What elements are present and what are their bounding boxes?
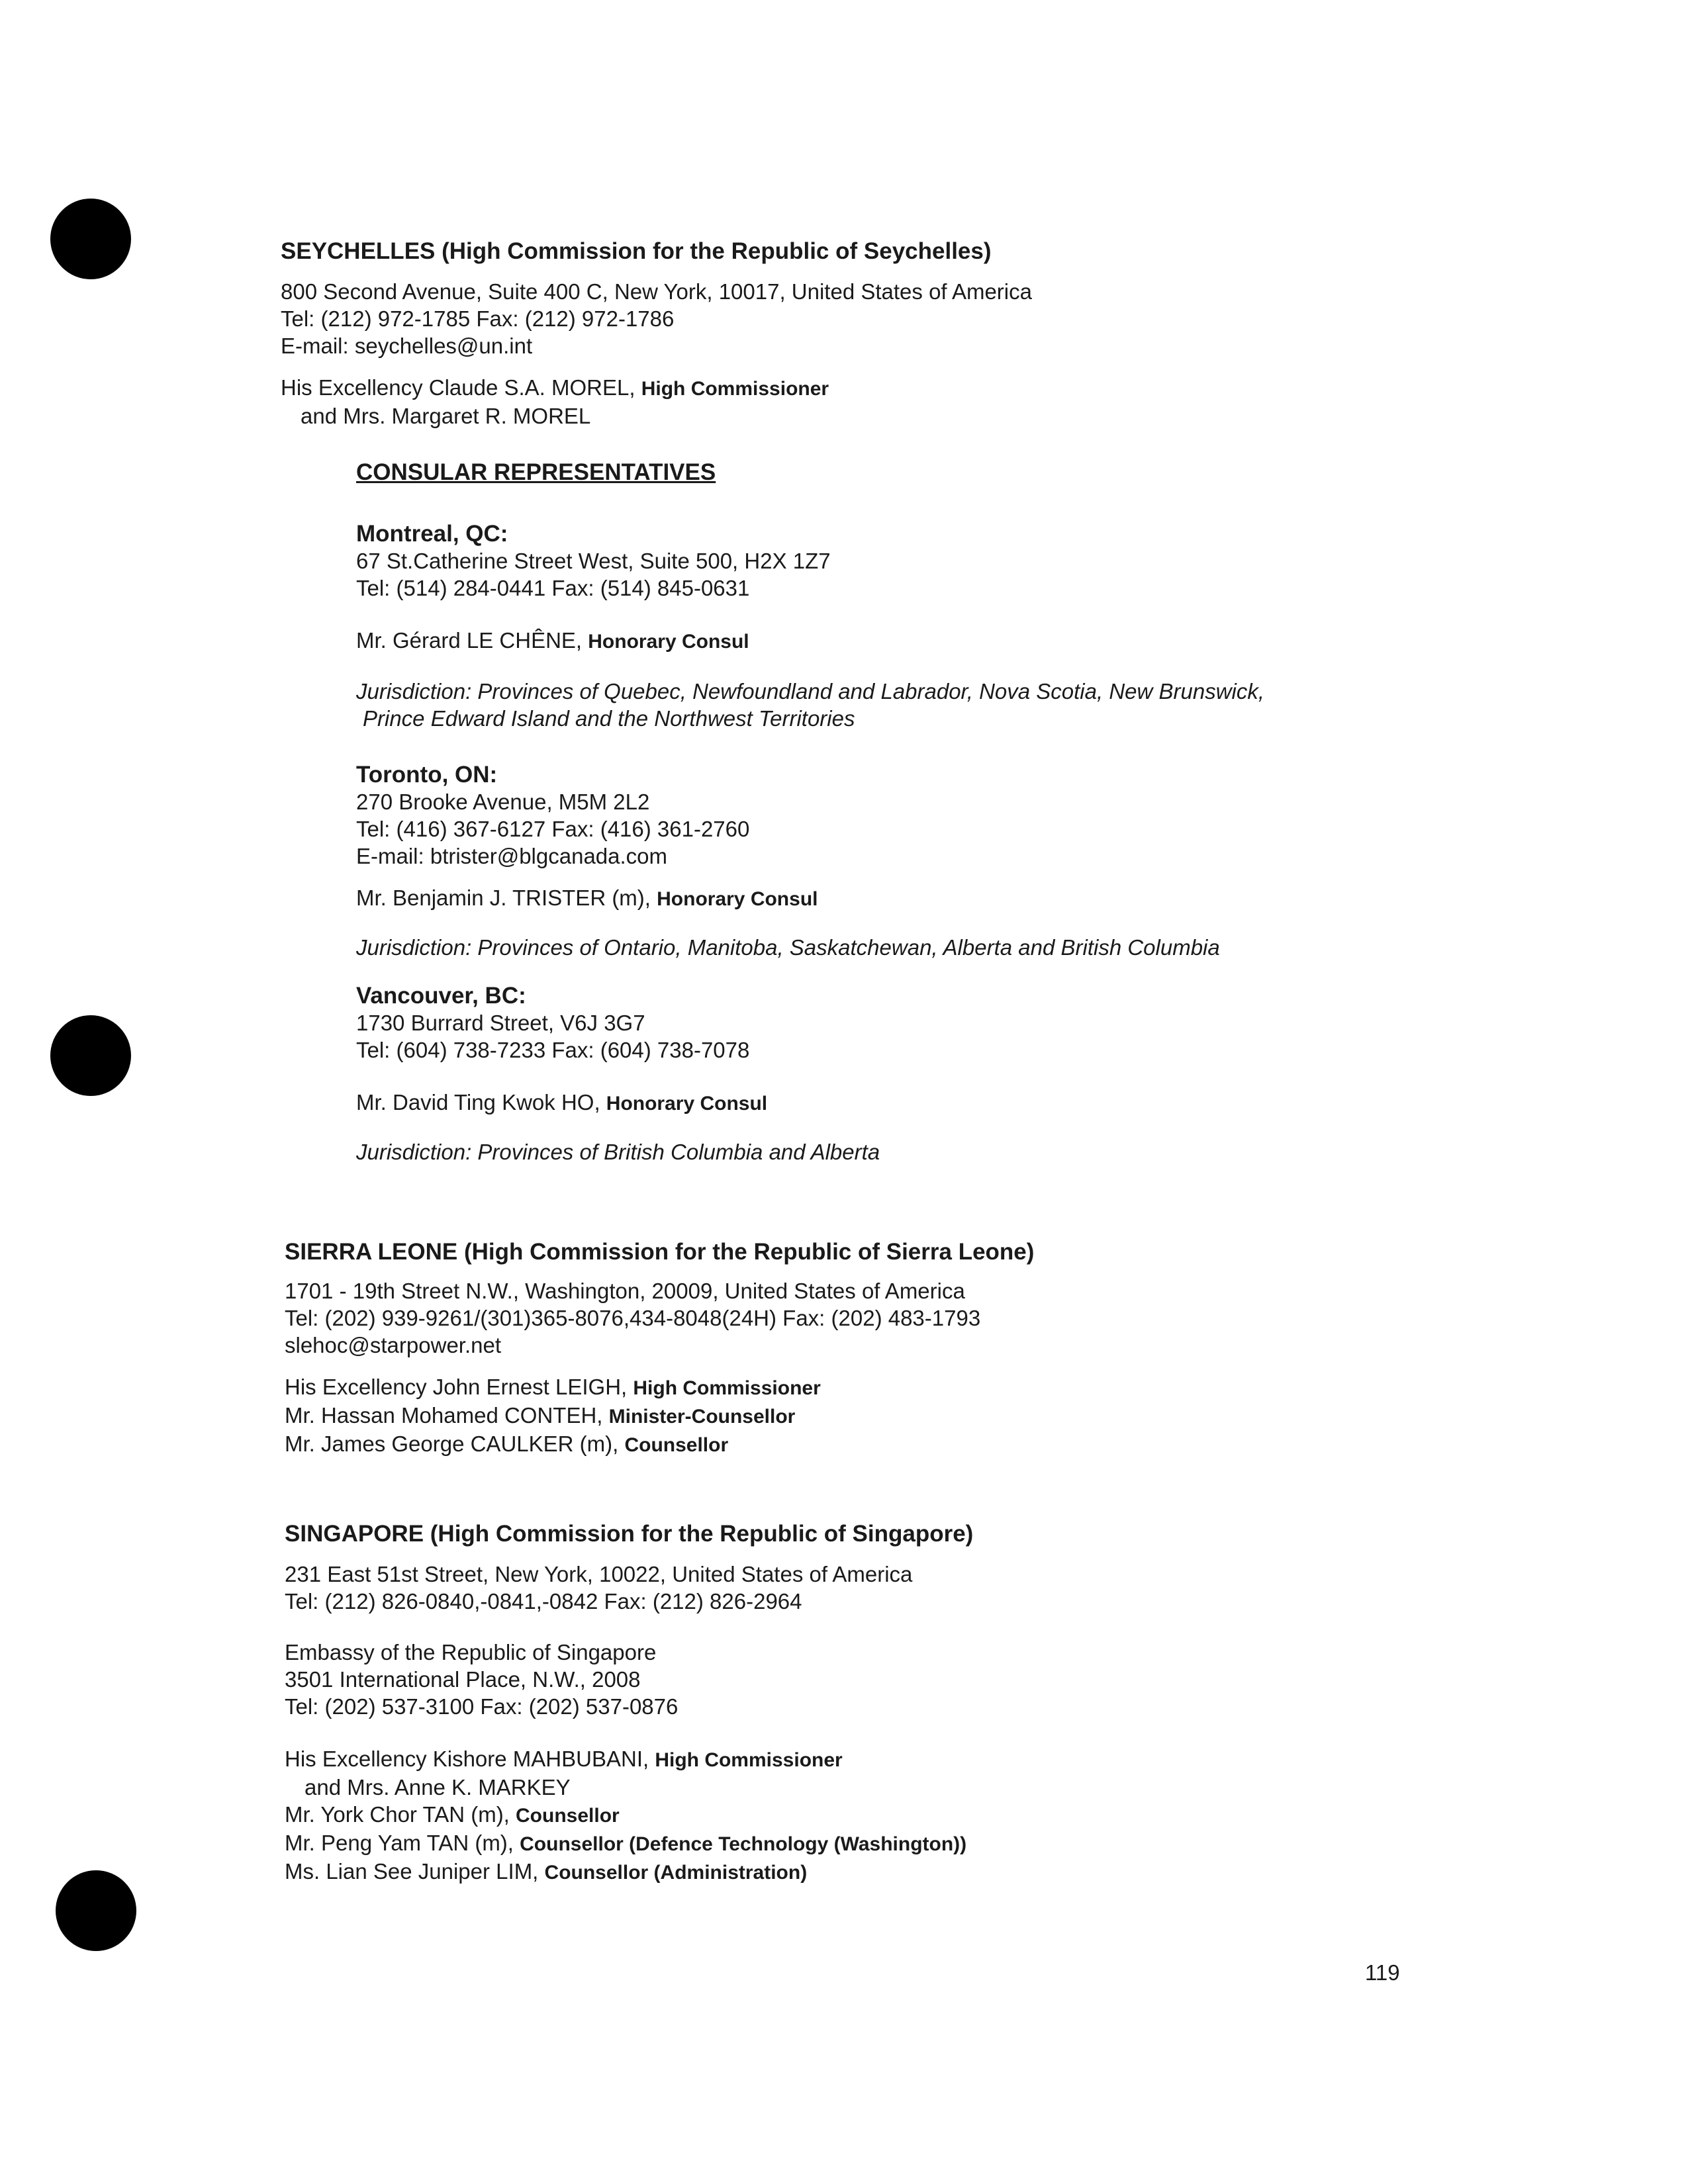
montreal-address: 67 St.Catherine Street West, Suite 500, H2X 1Z7 (356, 549, 831, 573)
vancouver-jurisdiction: Jurisdiction: Provinces of British Columbia and Alberta (356, 1140, 880, 1164)
staff-title: Counsellor (624, 1434, 729, 1456)
singapore-staff-row (285, 1801, 973, 1829)
toronto-email: E-mail: btrister@blgcanada.com (356, 844, 668, 868)
staff-name: Mr. York Chor TAN (m), (285, 1802, 516, 1827)
toronto-consul-title: Honorary Consul (657, 888, 818, 910)
singapore-head-title: High Commissioner (655, 1749, 843, 1771)
singapore-spouse: and Mrs. Anne K. MARKEY (305, 1775, 571, 1799)
seychelles-email: E-mail: seychelles@un.int (281, 334, 533, 358)
punch-hole-top (50, 199, 131, 279)
vancouver-address: 1730 Burrard Street, V6J 3G7 (356, 1011, 645, 1035)
montreal-jurisdiction-2: Prince Edward Island and the Northwest Territories (363, 706, 855, 731)
montreal-city: Montreal, QC: (356, 521, 508, 547)
staff-name: Mr. Peng Yam TAN (m), (285, 1831, 520, 1855)
sierra-leone-email: slehoc@starpower.net (285, 1333, 502, 1357)
vancouver-consul (356, 1089, 1264, 1117)
seychelles-address: 800 Second Avenue, Suite 400 C, New York, 10017, United States of America (281, 279, 1032, 304)
staff-name: Mr. James George CAULKER (m), (285, 1432, 625, 1456)
montreal-consul-title: Honorary Consul (588, 631, 749, 653)
staff-name: Ms. Lian See Juniper LIM, (285, 1859, 545, 1884)
sierra-leone-staff-row (285, 1373, 1034, 1402)
toronto-consul (356, 884, 1264, 913)
seychelles-spouse: and Mrs. Margaret R. MOREL (301, 404, 591, 428)
staff-title: High Commissioner (633, 1377, 821, 1399)
seychelles-head-title: High Commissioner (641, 378, 829, 400)
singapore-section (285, 1520, 973, 1886)
singapore-head (285, 1745, 973, 1774)
sierra-leone-address: 1701 - 19th Street N.W., Washington, 20009, United States of America (285, 1279, 965, 1303)
singapore-heading: SINGAPORE (High Commission for the Republic of Singapore) (285, 1521, 974, 1547)
consular-representatives (356, 459, 1264, 1165)
vancouver-consul-name: Mr. David Ting Kwok HO, (356, 1090, 606, 1115)
punch-hole-bottom (56, 1870, 136, 1951)
staff-name: His Excellency John Ernest LEIGH, (285, 1375, 633, 1399)
page-number: 119 (1365, 1960, 1400, 1985)
vancouver-city: Vancouver, BC: (356, 983, 526, 1009)
toronto-city: Toronto, ON: (356, 762, 498, 788)
seychelles-head (281, 374, 1032, 402)
staff-title: Counsellor (Defence Technology (Washington)) (520, 1833, 967, 1855)
toronto-consul-name: Mr. Benjamin J. TRISTER (m), (356, 886, 657, 910)
consular-heading: CONSULAR REPRESENTATIVES (356, 459, 716, 485)
singapore-embassy-tel: Tel: (202) 537-3100 Fax: (202) 537-0876 (285, 1694, 679, 1719)
seychelles-section (281, 237, 1032, 430)
seychelles-tel: Tel: (212) 972-1785 Fax: (212) 972-1786 (281, 306, 675, 331)
vancouver-tel: Tel: (604) 738-7233 Fax: (604) 738-7078 (356, 1038, 750, 1062)
singapore-tel: Tel: (212) 826-0840,-0841,-0842 Fax: (212) 826-2964 (285, 1589, 802, 1614)
singapore-embassy-name: Embassy of the Republic of Singapore (285, 1640, 657, 1664)
sierra-leone-tel: Tel: (202) 939-9261/(301)365-8076,434-8048(24H) Fax: (202) 483-1793 (285, 1306, 981, 1330)
staff-title: Counsellor (Administration) (544, 1862, 808, 1884)
montreal-consul (356, 627, 1264, 655)
sierra-leone-section (285, 1238, 1034, 1459)
sierra-leone-staff-row (285, 1430, 1034, 1459)
sierra-leone-heading: SIERRA LEONE (High Commission for the Republic of Sierra Leone) (285, 1239, 1035, 1265)
toronto-jurisdiction: Jurisdiction: Provinces of Ontario, Manitoba, Saskatchewan, Alberta and British Columbia (356, 935, 1220, 960)
sierra-leone-staff-row (285, 1402, 1034, 1430)
toronto-tel: Tel: (416) 367-6127 Fax: (416) 361-2760 (356, 817, 750, 841)
singapore-address: 231 East 51st Street, New York, 10022, United States of America (285, 1562, 913, 1586)
seychelles-head-name: His Excellency Claude S.A. MOREL, (281, 375, 641, 400)
staff-name: Mr. Hassan Mohamed CONTEH, (285, 1403, 609, 1428)
singapore-head-name: His Excellency Kishore MAHBUBANI, (285, 1747, 655, 1771)
montreal-jurisdiction-1: Jurisdiction: Provinces of Quebec, Newfoundland and Labrador, Nova Scotia, New Brunswick, (356, 679, 1265, 704)
vancouver-consul-title: Honorary Consul (606, 1093, 768, 1115)
toronto-address: 270 Brooke Avenue, M5M 2L2 (356, 790, 650, 814)
montreal-tel: Tel: (514) 284-0441 Fax: (514) 845-0631 (356, 576, 750, 600)
seychelles-heading: SEYCHELLES (High Commission for the Republic of Seychelles) (281, 238, 992, 264)
singapore-staff-row (285, 1829, 973, 1858)
montreal-consul-name: Mr. Gérard LE CHÊNE, (356, 628, 588, 653)
singapore-embassy-address: 3501 International Place, N.W., 2008 (285, 1667, 641, 1692)
staff-title: Counsellor (516, 1805, 620, 1827)
punch-hole-middle (50, 1015, 131, 1096)
staff-title: Minister-Counsellor (608, 1406, 796, 1428)
singapore-staff-row (285, 1858, 973, 1886)
